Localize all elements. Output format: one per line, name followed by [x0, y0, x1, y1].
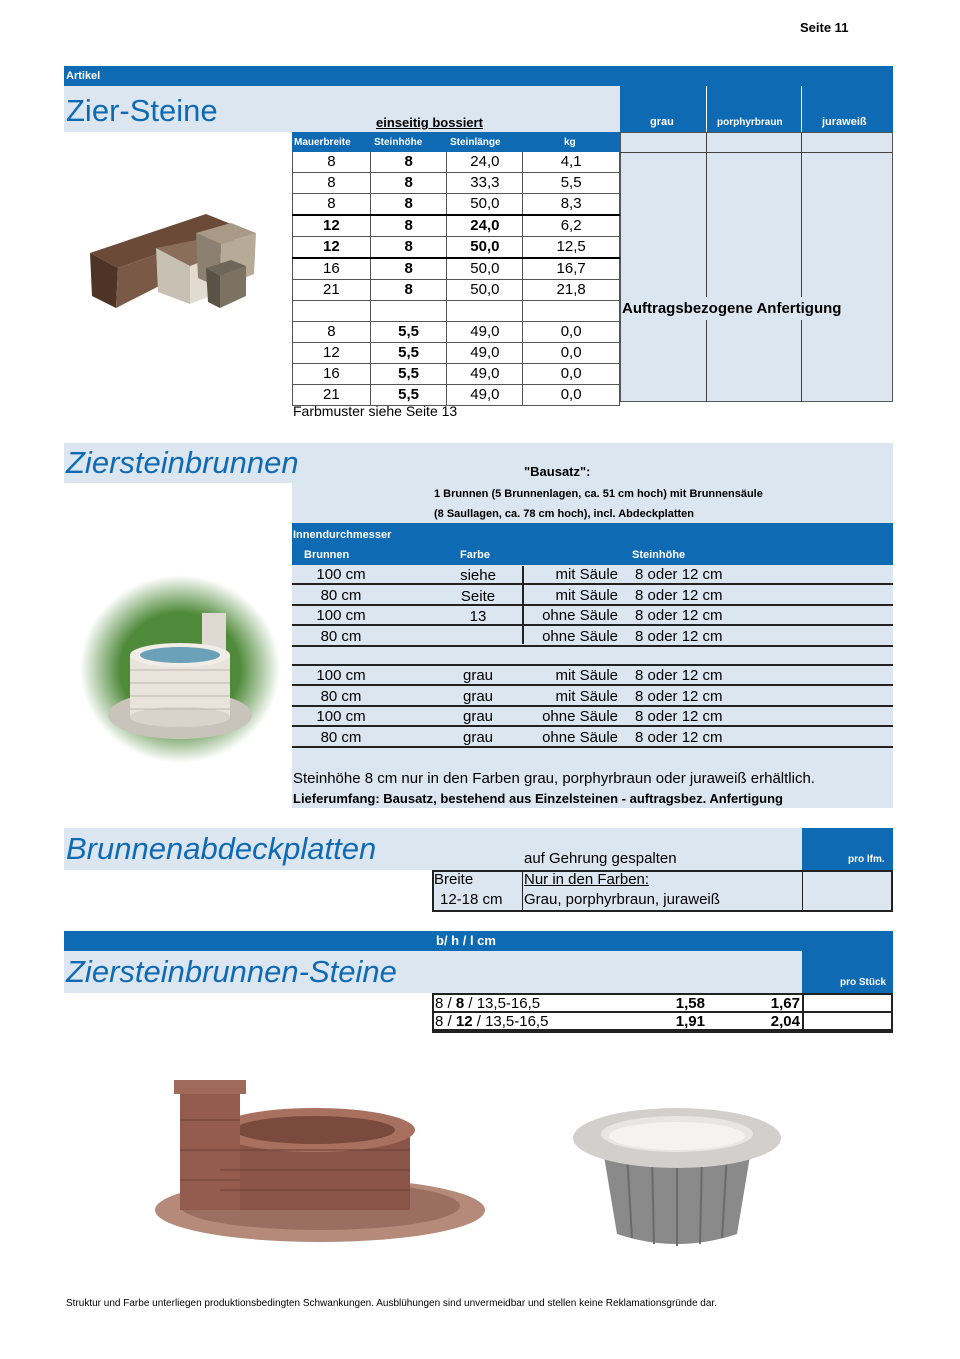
table-cell: 5,5 [523, 173, 620, 194]
zier-steine-table [292, 152, 620, 406]
table-cell: 0,0 [523, 364, 620, 385]
table-cell: 0,0 [523, 385, 620, 406]
col-steinhoehe-brunnen: Steinhöhe [632, 549, 686, 561]
farbe-merged-2: Seite [460, 587, 496, 605]
table-cell: 100 cm [316, 607, 366, 624]
table-cell: 49,0 [447, 364, 523, 385]
table-cell: 8 oder 12 cm [635, 667, 723, 684]
table-cell: 49,0 [447, 343, 523, 364]
table-cell: grau [462, 687, 494, 705]
table-row [293, 301, 620, 322]
table-cell: mit Säule [555, 667, 618, 684]
table-cell: 5,5 [370, 364, 447, 385]
table-row [292, 687, 893, 707]
bausatz-desc-2: (8 Saullagen, ca. 78 cm hoch), incl. Abdeckplatten [434, 508, 694, 520]
col-steinlaenge: Steinlänge [450, 137, 501, 148]
abdeck-subtitle: auf Gehrung gespalten [524, 850, 677, 867]
color-grau: grau [650, 116, 674, 128]
table-row [293, 322, 620, 343]
color-note: Farbmuster siehe Seite 13 [293, 403, 458, 419]
table-cell: 5,5 [370, 322, 447, 343]
table-cell: 8 oder 12 cm [635, 586, 723, 604]
dim-b: 8 [435, 995, 444, 1012]
table-cell: mit Säule [555, 586, 618, 604]
brunnen-group-2 [292, 666, 893, 748]
table-cell: 8 [370, 194, 447, 216]
price-1: 1,58 [675, 995, 705, 1012]
dimension-cell: 8 / 8 / 13,5-16,5 [435, 995, 541, 1012]
table-cell: 6,2 [523, 215, 620, 237]
table-cell: 0,0 [523, 322, 620, 343]
table-row [293, 215, 620, 237]
colors-value: Grau, porphyrbraun, juraweiß [524, 891, 720, 908]
table-row [292, 707, 893, 727]
table-cell: 21,8 [523, 280, 620, 301]
dim-header: b/ h / l cm [436, 933, 496, 948]
table-cell: 24,0 [447, 215, 523, 237]
table-cell: 80 cm [320, 586, 362, 604]
table-row [292, 586, 893, 606]
dim-header-bar [64, 931, 893, 951]
table-row [292, 666, 893, 686]
col-innendurchmesser: Innendurchmesser [293, 529, 392, 541]
colors-label: Nur in den Farben: [524, 871, 650, 888]
table-cell: 12,5 [523, 237, 620, 259]
dim-h: 8 [455, 995, 465, 1012]
price-2: 2,04 [770, 1013, 800, 1030]
brunnen-col-header [292, 523, 893, 565]
table-cell: 5,5 [370, 385, 447, 406]
table-cell: 50,0 [447, 280, 523, 301]
table-cell: 100 cm [316, 566, 366, 583]
table-row [434, 1013, 891, 1031]
table-cell: 8 [370, 152, 447, 173]
table-cell: 80 cm [320, 728, 362, 746]
table-cell: 8 oder 12 cm [635, 708, 723, 725]
color-porphyrbraun: porphyrbraun [717, 117, 783, 128]
abdeck-unit-header [802, 828, 893, 870]
color-header [620, 86, 893, 132]
zier-steine-photo [86, 208, 256, 318]
steine-unit: pro Stück [840, 977, 887, 988]
table-cell: 8 [370, 215, 447, 237]
color-area [620, 132, 893, 402]
brick-well-photo [150, 1070, 490, 1245]
steine-table [432, 993, 893, 1033]
price-1: 1,91 [675, 1013, 705, 1030]
farbe-merged-3: 13 [469, 608, 487, 625]
table-cell: 8 [293, 152, 371, 173]
table-row [293, 194, 620, 216]
table-row [292, 565, 893, 585]
brunnen-group-1 [292, 565, 893, 645]
table-cell: 16 [293, 364, 371, 385]
table-cell: 8 [370, 280, 447, 301]
artikel-label: Artikel [66, 70, 101, 82]
bausatz-desc-1: 1 Brunnen (5 Brunnenlagen, ca. 51 cm hoch) mit Brunnensäule [434, 488, 763, 500]
table-cell: 50,0 [447, 194, 523, 216]
table-cell: 33,3 [447, 173, 523, 194]
farbe-merged-1: siehe [460, 567, 496, 584]
table-row [293, 364, 620, 385]
table-row [292, 728, 893, 748]
table-cell: ohne Säule [542, 627, 618, 645]
dim-l: 13,5-16,5 [476, 995, 541, 1012]
steine-title: Ziersteinbrunnen-Steine [66, 954, 397, 989]
table-cell [293, 301, 371, 322]
table-cell: 21 [293, 385, 371, 406]
table-cell: grau [462, 708, 494, 725]
table-cell [523, 301, 620, 322]
table-cell: 49,0 [447, 385, 523, 406]
table-cell: ohne Säule [542, 708, 618, 725]
footer-note: Struktur und Farbe unterliegen produktionsbedingten Schwankungen. Ausblühungen sind unvermeidbar und stellen keine Reklamationsgründe dar. [66, 1298, 717, 1309]
table-cell: 80 cm [320, 687, 362, 705]
table-row [434, 995, 891, 1013]
table-cell: 4,1 [523, 152, 620, 173]
page-number: Seite 11 [800, 20, 849, 35]
table-cell: 50,0 [447, 258, 523, 280]
farbe-merged [434, 566, 522, 628]
bausatz-label: "Bausatz": [524, 464, 591, 479]
table-row [293, 258, 620, 280]
color-juraweiss: juraweiß [822, 116, 867, 128]
table-cell: 8 oder 12 cm [635, 566, 723, 583]
table-row [293, 237, 620, 259]
table-cell: 8,3 [523, 194, 620, 216]
table-row [292, 606, 893, 626]
artikel-header-bar [64, 66, 893, 86]
brunnen-note-1: Steinhöhe 8 cm nur in den Farben grau, porphyrbraun oder juraweiß erhältlich. [293, 770, 815, 787]
col-mauerbreite: Mauerbreite [294, 137, 351, 148]
table-cell: 8 [370, 237, 447, 259]
table-row [293, 280, 620, 301]
table-cell: 100 cm [316, 667, 366, 684]
table-cell: 12 [293, 343, 371, 364]
table-cell: 12 [293, 237, 371, 259]
table-row [292, 627, 893, 647]
breite-value: 12-18 cm [440, 891, 503, 908]
price-2: 1,67 [770, 995, 800, 1012]
abdeck-unit: pro lfm. [848, 854, 885, 865]
table-cell: 8 [293, 194, 371, 216]
table-cell: 8 [370, 258, 447, 280]
table-cell: 80 cm [320, 627, 362, 645]
ziersteinbrunnen-photo [80, 575, 280, 763]
zier-steine-title: Zier-Steine [66, 93, 218, 128]
table-row [293, 152, 620, 173]
ziersteinbrunnen-title: Ziersteinbrunnen [66, 445, 299, 480]
table-row [293, 173, 620, 194]
table-cell: 21 [293, 280, 371, 301]
order-note: Auftragsbezogene Anfertigung [622, 300, 842, 317]
table-cell: 8 oder 12 cm [635, 627, 723, 645]
table-cell: 8 [293, 322, 371, 343]
dim-h: 12 [455, 1013, 473, 1030]
table-cell: 8 oder 12 cm [635, 728, 723, 746]
table-cell: 8 oder 12 cm [635, 607, 723, 624]
table-cell: 8 oder 12 cm [635, 687, 723, 705]
zier-steine-col-header [292, 132, 620, 152]
table-cell: 49,0 [447, 322, 523, 343]
table-cell: 100 cm [316, 708, 366, 725]
table-cell: grau [462, 667, 494, 684]
table-cell: 0,0 [523, 343, 620, 364]
table-cell: 16 [293, 258, 371, 280]
breite-label: Breite [434, 871, 474, 888]
table-cell: grau [462, 728, 494, 746]
table-cell: ohne Säule [542, 607, 618, 624]
table-cell: 50,0 [447, 237, 523, 259]
table-row [293, 343, 620, 364]
col-brunnen: Brunnen [304, 549, 350, 561]
table-cell: mit Säule [555, 566, 618, 583]
dim-l: 13,5-16,5 [485, 1013, 549, 1030]
brunnen-note-2: Lieferumfang: Bausatz, bestehend aus Einzelsteinen - auftragsbez. Anfertigung [293, 791, 783, 806]
col-steinhoehe: Steinhöhe [374, 137, 423, 148]
table-cell: 24,0 [447, 152, 523, 173]
dim-b: 8 [435, 1013, 444, 1030]
table-cell: 12 [293, 215, 371, 237]
dimension-cell: 8 / 12 / 13,5-16,5 [435, 1013, 549, 1030]
abdeck-title: Brunnenabdeckplatten [66, 831, 377, 866]
table-cell: 5,5 [370, 343, 447, 364]
zier-steine-subtitle: einseitig bossiert [376, 115, 483, 130]
table-cell: mit Säule [555, 687, 618, 705]
table-cell: 8 [370, 173, 447, 194]
table-cell [447, 301, 523, 322]
col-kg: kg [564, 137, 576, 148]
table-cell: 16,7 [523, 258, 620, 280]
table-cell: ohne Säule [542, 728, 618, 746]
steine-unit-header [802, 951, 893, 993]
stone-ring-photo [572, 1104, 782, 1256]
table-cell [370, 301, 447, 322]
col-farbe: Farbe [460, 549, 490, 561]
table-cell: 8 [293, 173, 371, 194]
